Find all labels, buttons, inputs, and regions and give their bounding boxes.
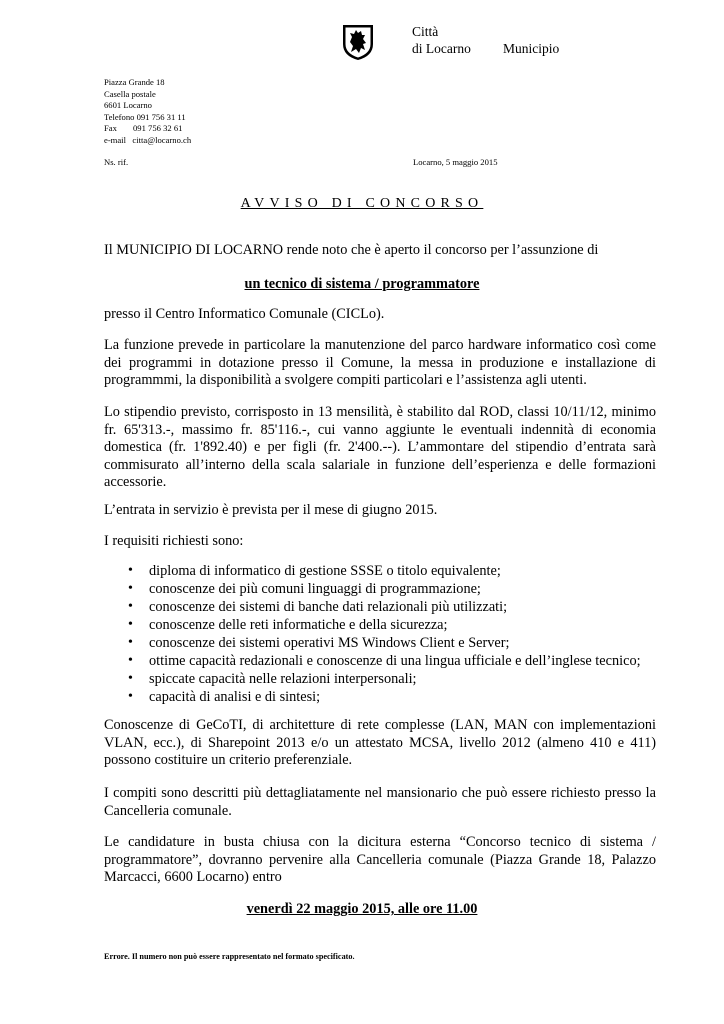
address-email xyxy=(104,135,191,147)
application-deadline: venerdì 22 maggio 2015, alle ore 11.00 xyxy=(246,901,478,917)
requirement-text: conoscenze dei sistemi di banche dati relazionali più utilizzati; xyxy=(149,599,508,615)
bullet-icon: • xyxy=(128,635,133,650)
bullet-icon: • xyxy=(128,599,133,614)
phone-number: 091 756 31 11 xyxy=(136,111,186,122)
requirement-text: conoscenze delle reti informatiche e della sicurezza; xyxy=(149,617,448,633)
document-date: Locarno, 5 maggio 2015 xyxy=(413,157,498,167)
position-title: un tecnico di sistema / programmatore xyxy=(244,276,480,292)
start-date-paragraph: L’entrata in servizio è prevista per il mese di giugno 2015. xyxy=(104,502,438,518)
duties-paragraph: La funzione prevede in particolare la manutenzione del parco hardware informatico così come dei programmi in dotazione presso il Comune, la messa in produzione e installazione di programmmi, la disponibilità a svolgere compiti particolari e l’assistenza agli utenti. xyxy=(104,337,656,388)
address-street: Piazza Grande 18 xyxy=(104,77,165,87)
intro-paragraph: Il MUNICIPIO DI LOCARNO rende noto che è aperto il concorso per l’assunzione di xyxy=(104,242,599,258)
department-name: Municipio xyxy=(503,41,560,56)
list-item xyxy=(104,688,664,706)
email-address: citta@locarno.ch xyxy=(132,134,192,145)
bullet-icon: • xyxy=(128,653,133,668)
bullet-icon: • xyxy=(128,563,133,578)
list-item xyxy=(104,562,664,580)
requirement-text: capacità di analisi e di sintesi; xyxy=(149,689,321,705)
reference-label: Ns. rif. xyxy=(104,157,129,167)
requirement-text: ottime capacità redazionali e conoscenze di una lingua ufficiale e dell’inglese tecnico; xyxy=(149,653,641,669)
requirement-text: spiccate capacità nelle relazioni interpersonali; xyxy=(149,671,417,687)
salary-paragraph: Lo stipendio previsto, corrisposto in 13 mensilità, è stabilito dal ROD, classi 10/11/12, minimo fr. 65'313.-, massimo fr. 85'116.-, cui vanno aggiunte le eventuali indennità di economia domestica (fr. 1'892.40) e per figli (fr. 2'400.--). L’ammontare del stipendio d’entrata sarà commisurato all’interno della scala salariale in funzione dell’esperienza e delle formazioni accessorie. xyxy=(104,404,656,490)
list-item xyxy=(104,670,664,688)
bullet-icon: • xyxy=(128,581,133,596)
bullet-icon: • xyxy=(128,671,133,686)
list-item xyxy=(104,616,664,634)
fax-label: Fax xyxy=(104,123,117,134)
address-block xyxy=(104,77,191,147)
footer-error-note: Errore. Il numero non può essere rappresentato nel formato specificato. xyxy=(104,952,355,961)
address-fax xyxy=(104,123,191,135)
address-postcode: 6601 Locarno xyxy=(104,100,152,111)
applications-paragraph: Le candidature in busta chiusa con la dicitura esterna “Concorso tecnico di sistema / programmatore”, dovranno pervenire alla Cancelleria comunale (Piazza Grande 18, Palazzo Marcacci, 6600 Locarno) entro xyxy=(104,834,656,885)
requirement-text: conoscenze dei più comuni linguaggi di programmazione; xyxy=(149,581,481,597)
list-item xyxy=(104,652,664,670)
requirements-list xyxy=(104,562,664,706)
requirement-text: diploma di informatico di gestione SSSE o titolo equivalente; xyxy=(149,563,501,579)
document-title: AVVISO DI CONCORSO xyxy=(240,196,484,211)
list-item xyxy=(104,598,664,616)
tasks-paragraph: I compiti sono descritti più dettagliatamente nel mansionario che può essere richiesto presso la Cancelleria comunale. xyxy=(104,785,656,819)
requirements-intro: I requisiti richiesti sono: xyxy=(104,533,244,549)
location-paragraph: presso il Centro Informatico Comunale (CICLo). xyxy=(104,306,385,322)
bullet-icon: • xyxy=(128,689,133,704)
city-coat-of-arms-logo xyxy=(340,22,376,62)
city-name-line2: di Locarno xyxy=(412,41,471,56)
address-po-box: Casella postale xyxy=(104,88,156,99)
phone-label: Telefono xyxy=(104,111,135,122)
address-phone xyxy=(104,112,191,124)
requirement-text: conoscenze dei sistemi operativi MS Windows Client e Server; xyxy=(149,635,510,651)
city-name-line1: Città xyxy=(412,24,439,39)
fax-number: 091 756 32 61 xyxy=(133,123,183,134)
preferential-paragraph: Conoscenze di GeCoTI, di architetture di rete complesse (LAN, MAN con implementazioni VLAN, ecc.), di Sharepoint 2013 e/o un attestato MCSA, livello 2012 (almeno 410 e 411) possono costituire un criterio preferenziale. xyxy=(104,717,656,768)
list-item xyxy=(104,580,664,598)
email-label: e-mail xyxy=(104,134,126,145)
list-item xyxy=(104,634,664,652)
bullet-icon: • xyxy=(128,617,133,632)
